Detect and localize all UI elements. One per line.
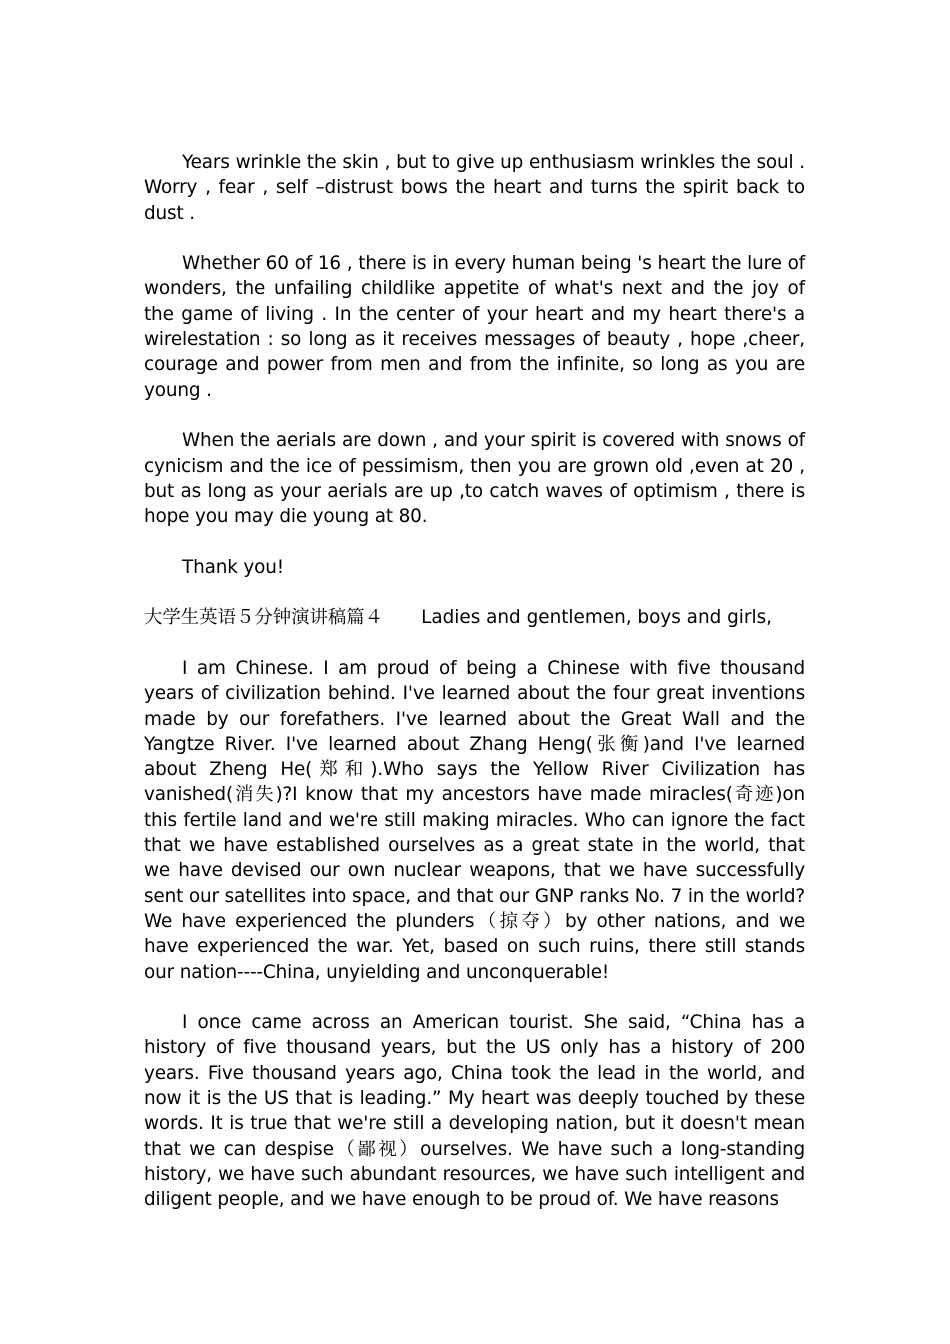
section-heading: 大学生英语５分钟演讲稿篇４ [144,607,384,629]
greeting: Ladies and gentlemen, boys and girls, [421,607,772,629]
paragraph-american-tourist: I once came across an American tourist. She said, “China has a history of five thousand years, but the US only has a history of 200 years. Five thousand years ago, China took the lead in the world, and now it is the US that is leading.” My heart was deeply touched by these words. It is true that we're still a developing nation, but it doesn't mean that we can despise（鄙视）ourselves. We have such a long-standing history, we have such abundant resources, we have such intelligent and diligent people, and we have enough to be proud of. We have reasons [144,1012,805,1211]
paragraph-thank-you: Thank you! [182,556,284,578]
paragraph-years-wrinkle: Years wrinkle the skin , but to give up enthusiasm wrinkles the soul . Worry , fear , self –distrust bows the heart and turns the spirit back to dust . [144,152,805,224]
paragraph-whether-60: Whether 60 of 16 , there is in every human being 's heart the lure of wonders, the unfailing childlike appetite of what's next and the joy of the game of living . In the center of your heart and my heart there's a wirelestation : so long as it receives messages of beauty , hope ,cheer, courage and power from men and from the infinite, so long as you are young . [144,253,805,401]
paragraph-aerials-down: When the aerials are down , and your spirit is covered with snows of cynicism and the ice of pessimism, then you are grown old ,even at 20 , but as long as your aerials are up ,to catch waves of optimism , there is hope you may die young at 80. [144,430,805,528]
section-heading-line [144,605,805,630]
document-page [144,150,805,1212]
paragraph-i-am-chinese: I am Chinese. I am proud of being a Chinese with five thousand years of civilization behind. I've learned about the four great inventions made by our forefathers. I've learned about the Great Wall and the Yangtze River. I've learned about Zhang Heng(张衡)and I've learned about Zheng He(郑和).Who says the Yellow River Civilization has vanished(消失)?I know that my ancestors have made miracles(奇迹)on this fertile land and we're still making miracles. Who can ignore the fact that we have established ourselves as a great state in the world, that we have devised our own nuclear weapons, that we have successfully sent our satellites into space, and that our GNP ranks No. 7 in the world? We have experienced the plunders（掠夺）by other nations, and we have experienced the war. Yet, based on such ruins, there still stands our nation----China, unyielding and unconquerable! [144,657,805,983]
